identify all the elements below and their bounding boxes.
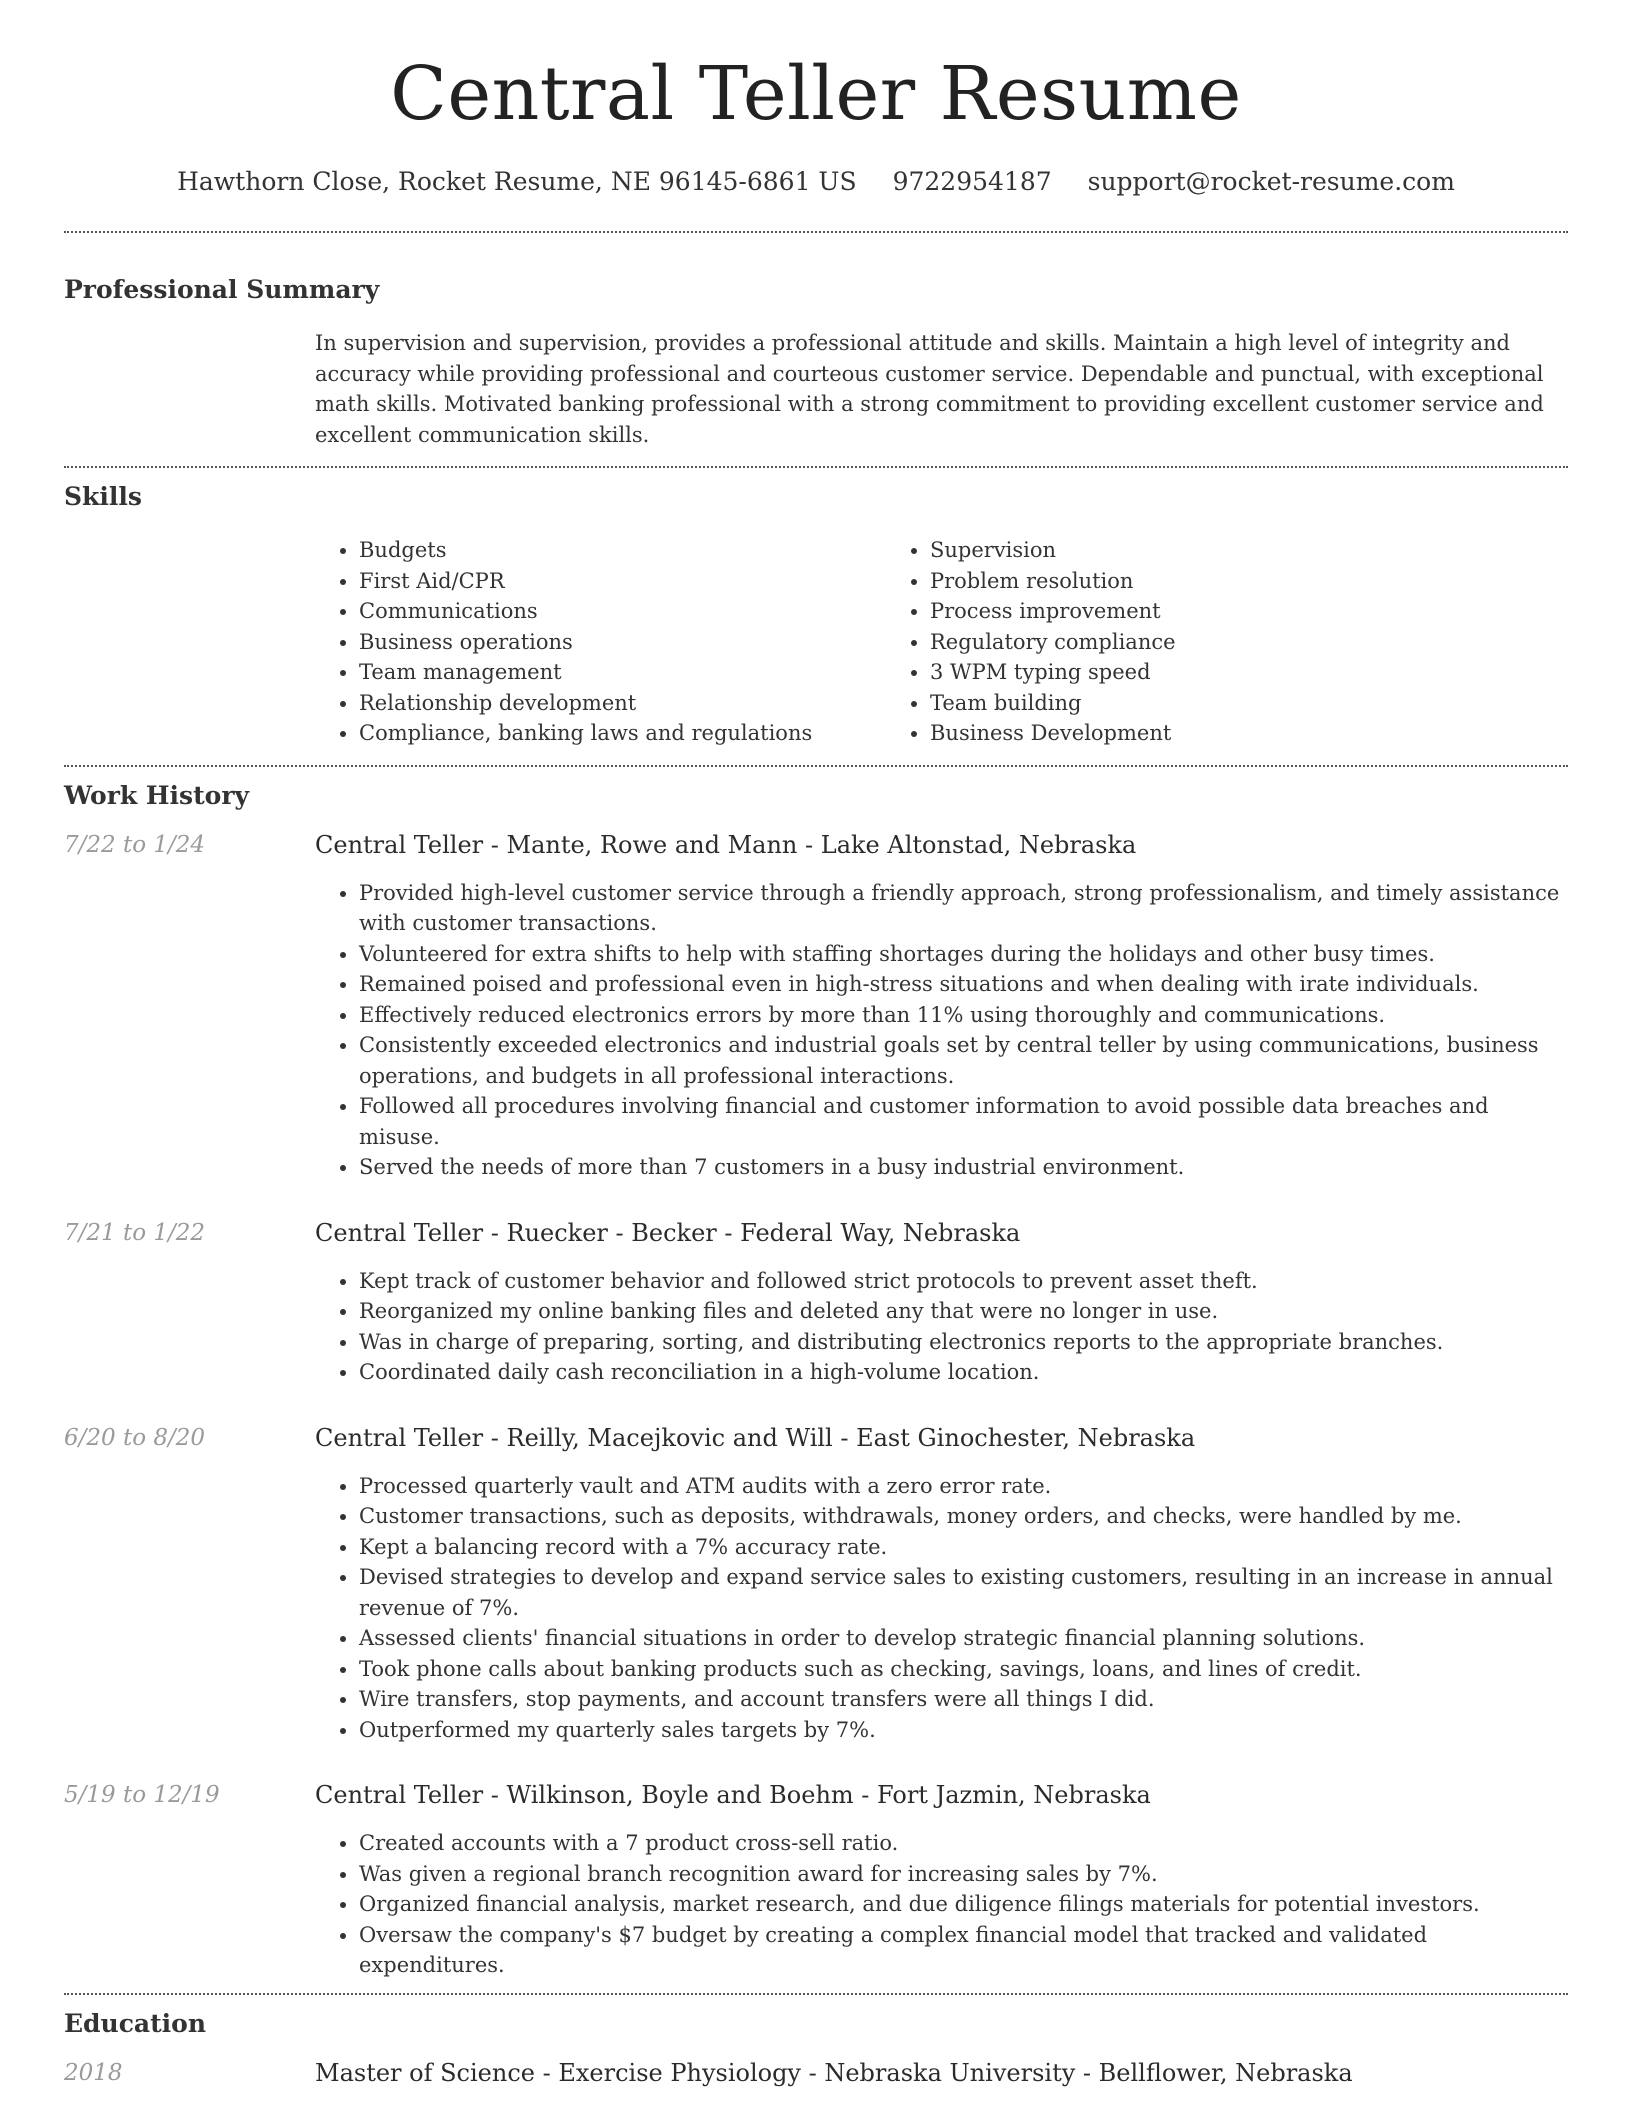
job-duty: • Was in charge of preparing, sorting, and distributing electronics reports to the appropriate branches.: [359, 1327, 1568, 1358]
job-entry: [64, 1423, 1568, 1746]
divider: [64, 466, 1568, 468]
skill-item: • Team management: [359, 657, 886, 688]
job-duties-list: [315, 1471, 1568, 1746]
divider: [64, 765, 1568, 767]
job-duty: • Reorganized my online banking files and deleted any that were no longer in use.: [359, 1296, 1568, 1327]
skills-list-right: [886, 535, 1176, 749]
job-duty: • Kept track of customer behavior and followed strict protocols to prevent asset theft.: [359, 1266, 1568, 1297]
job-title: Central Teller - Wilkinson, Boyle and Boehm - Fort Jazmin, Nebraska: [315, 1781, 1151, 1810]
contact-email: support@rocket-resume.com: [1087, 167, 1455, 197]
job-duty: • Volunteered for extra shifts to help with staffing shortages during the holidays and other busy times.: [359, 939, 1568, 970]
job-duty: • Coordinated daily cash reconciliation in a high-volume location.: [359, 1357, 1568, 1388]
job-duty: • Was given a regional branch recognition award for increasing sales by 7%.: [359, 1859, 1568, 1890]
job-duty: • Followed all procedures involving financial and customer information to avoid possible data breaches and misuse.: [359, 1091, 1568, 1152]
skill-item: • Process improvement: [930, 596, 1176, 627]
job-duty: • Organized financial analysis, market research, and due diligence filings materials for potential investors.: [359, 1889, 1568, 1920]
work-history-section: [64, 781, 1568, 1981]
job-dates: 7/22 to 1/24: [64, 831, 206, 858]
job-duties-list: [315, 878, 1568, 1183]
job-dates: 5/19 to 12/19: [64, 1782, 220, 1809]
skill-item: • 3 WPM typing speed: [930, 657, 1176, 688]
education-title: Master of Science - Exercise Physiology - Nebraska University - Bellflower, Nebraska: [315, 2058, 1353, 2087]
skills-heading: Skills: [64, 482, 142, 512]
skill-item: • Team building: [930, 688, 1176, 719]
job-duty: • Processed quarterly vault and ATM audits with a zero error rate.: [359, 1471, 1568, 1502]
skill-item: • Budgets: [359, 535, 886, 566]
summary-heading: Professional Summary: [64, 275, 380, 305]
job-duty: • Assessed clients' financial situations in order to develop strategic financial planning solutions.: [359, 1623, 1568, 1654]
job-duty: • Outperformed my quarterly sales targets by 7%.: [359, 1715, 1568, 1746]
job-duties-list: [315, 1266, 1568, 1388]
skills-list-left: [315, 535, 886, 749]
job-duty: • Took phone calls about banking products such as checking, savings, loans, and lines of credit.: [359, 1654, 1568, 1685]
education-entry: [64, 2058, 1568, 2088]
skill-item: • Regulatory compliance: [930, 627, 1176, 658]
contact-line: [64, 167, 1568, 197]
skill-item: • Business Development: [930, 718, 1176, 749]
divider: [64, 231, 1568, 233]
job-entry: [64, 830, 1568, 1183]
summary-text: In supervision and supervision, provides a professional attitude and skills. Maintain a high level of integrity and accuracy while providing professional and courteous customer service. Dependable and punctual, with exceptional math skills. Motivated banking professional with a strong commitment to providing excellent customer service and excellent communication skills.: [315, 331, 1544, 447]
skill-item: • Communications: [359, 596, 886, 627]
skills-section: [64, 482, 1568, 749]
education-section: [64, 2009, 1568, 2088]
job-duty: • Provided high-level customer service through a friendly approach, strong professionalism, and timely assistance with customer transactions.: [359, 878, 1568, 939]
job-dates: 6/20 to 8/20: [64, 1424, 206, 1451]
education-year: 2018: [64, 2059, 123, 2086]
job-duty: • Consistently exceeded electronics and industrial goals set by central teller by using communications, business operations, and budgets in all professional interactions.: [359, 1030, 1568, 1091]
summary-section: [64, 275, 1568, 450]
education-heading: Education: [64, 2008, 207, 2038]
job-title: Central Teller - Ruecker - Becker - Federal Way, Nebraska: [315, 1218, 1021, 1247]
job-duty: • Effectively reduced electronics errors by more than 11% using thoroughly and communications.: [359, 1000, 1568, 1031]
contact-address: Hawthorn Close, Rocket Resume, NE 96145-6861 US: [177, 167, 857, 197]
job-dates: 7/21 to 1/22: [64, 1219, 206, 1246]
job-duty: • Customer transactions, such as deposits, withdrawals, money orders, and checks, were handled by me.: [359, 1501, 1568, 1532]
skill-item: • Supervision: [930, 535, 1176, 566]
job-duty: • Devised strategies to develop and expand service sales to existing customers, resulting in an increase in annual revenue of 7%.: [359, 1562, 1568, 1623]
skill-item: • Problem resolution: [930, 566, 1176, 597]
job-title: Central Teller - Reilly, Macejkovic and Will - East Ginochester, Nebraska: [315, 1423, 1196, 1452]
job-title: Central Teller - Mante, Rowe and Mann - Lake Altonstad, Nebraska: [315, 830, 1137, 859]
work-history-heading: Work History: [64, 780, 250, 810]
skill-item: • Business operations: [359, 627, 886, 658]
job-duty: • Oversaw the company's $7 budget by creating a complex financial model that tracked and validated expenditures.: [359, 1920, 1568, 1981]
job-entry: [64, 1218, 1568, 1388]
skill-item: • First Aid/CPR: [359, 566, 886, 597]
job-duty: • Served the needs of more than 7 customers in a busy industrial environment.: [359, 1152, 1568, 1183]
job-entry: [64, 1780, 1568, 1981]
job-duty: • Wire transfers, stop payments, and account transfers were all things I did.: [359, 1684, 1568, 1715]
skill-item: • Relationship development: [359, 688, 886, 719]
job-duty: • Remained poised and professional even in high-stress situations and when dealing with irate individuals.: [359, 969, 1568, 1000]
skill-item: • Compliance, banking laws and regulations: [359, 718, 886, 749]
job-duty: • Kept a balancing record with a 7% accuracy rate.: [359, 1532, 1568, 1563]
job-duty: • Created accounts with a 7 product cross-sell ratio.: [359, 1828, 1568, 1859]
job-duties-list: [315, 1828, 1568, 1981]
resume-title: Central Teller Resume: [390, 51, 1242, 137]
divider: [64, 1993, 1568, 1995]
contact-phone: 9722954187: [892, 167, 1052, 197]
